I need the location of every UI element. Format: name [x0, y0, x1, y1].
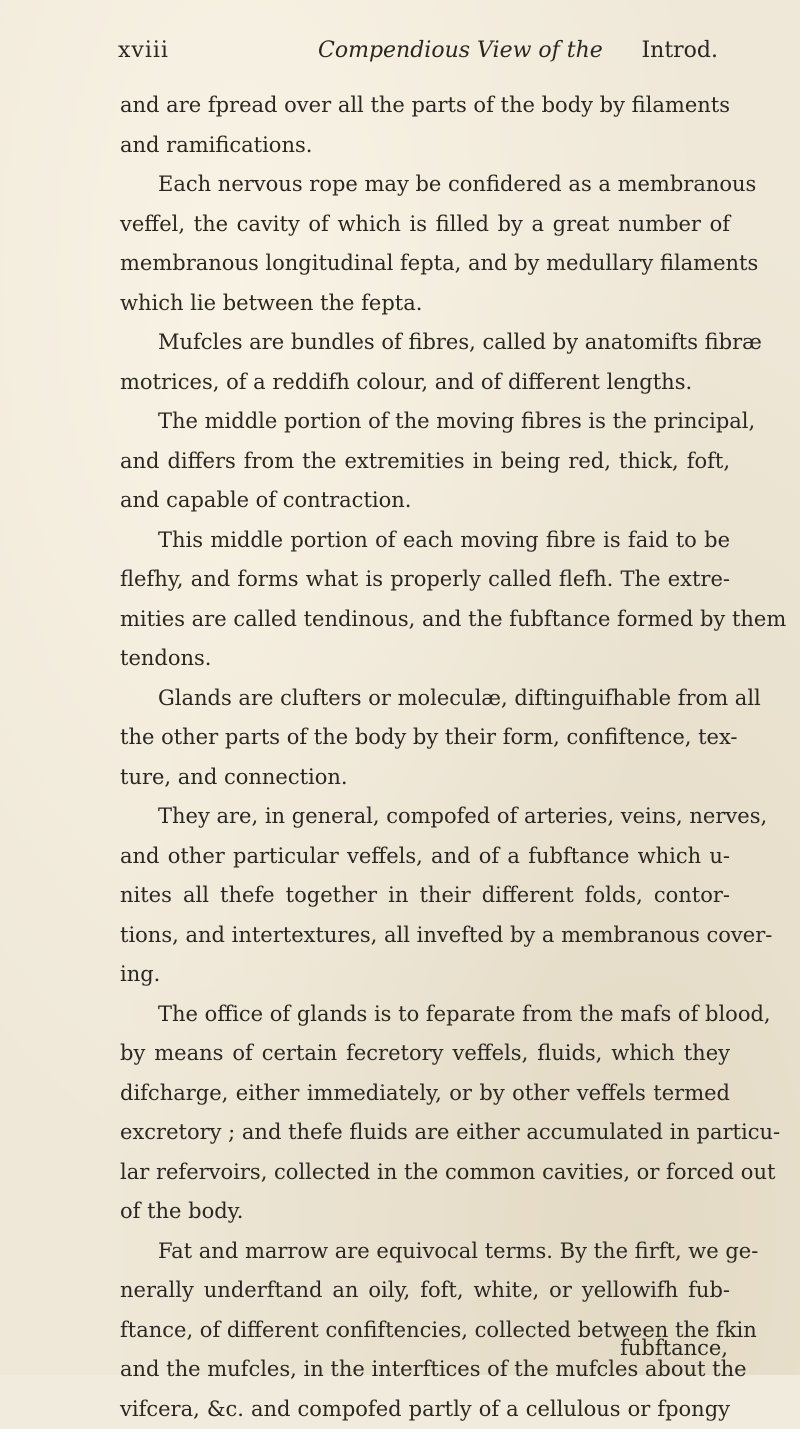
text-line: motrices, of a reddifh colour, and of different lengths.	[120, 363, 730, 403]
catchword: fubftance,	[620, 1336, 728, 1360]
text-line: Each nervous rope may be confidered as a membranous	[120, 165, 730, 205]
text-line: tendons.	[120, 639, 730, 679]
text-line: by means of certain fecretory veffels, fluids, which they	[120, 1034, 730, 1074]
body-text	[120, 86, 730, 1429]
text-line: and capable of contraction.	[120, 481, 730, 521]
running-title: Compendious View of the	[318, 38, 603, 63]
text-line: membranous longitudinal fepta, and by medullary filaments	[120, 244, 730, 284]
text-line: which lie between the fepta.	[120, 284, 730, 324]
section-label: Introd.	[641, 38, 718, 63]
text-line: mities are called tendinous, and the fubftance formed by them	[120, 600, 730, 640]
text-line: excretory ; and thefe fluids are either accumulated in particu-	[120, 1113, 730, 1153]
text-line: ing.	[120, 955, 730, 995]
text-line: the other parts of the body by their form, confiftence, tex-	[120, 718, 730, 758]
text-line: tions, and intertextures, all invefted by a membranous cover-	[120, 916, 730, 956]
text-line: Fat and marrow are equivocal terms. By the firft, we ge-	[120, 1232, 730, 1272]
text-line: nerally underftand an oily, foft, white, or yellowifh fub-	[120, 1271, 730, 1311]
page-number: xviii	[118, 38, 169, 63]
running-header	[118, 38, 718, 78]
text-line: difcharge, either immediately, or by other veffels termed	[120, 1074, 730, 1114]
text-line: ftance, of different confiftencies, collected between the fkin	[120, 1311, 730, 1351]
text-line: veffel, the cavity of which is filled by a great number of	[120, 205, 730, 245]
text-line: Glands are clufters or moleculæ, diftinguifhable from all	[120, 679, 730, 719]
text-line: This middle portion of each moving fibre is faid to be	[120, 521, 730, 561]
text-line: flefhy, and forms what is properly called flefh. The extre-	[120, 560, 730, 600]
text-line: and ramifications.	[120, 126, 730, 166]
text-line: ture, and connection.	[120, 758, 730, 798]
text-line: lar refervoirs, collected in the common cavities, or forced out	[120, 1153, 730, 1193]
text-line: and the mufcles, in the interftices of the mufcles about the	[120, 1350, 730, 1390]
text-line: and other particular veffels, and of a fubftance which u-	[120, 837, 730, 877]
text-line: Mufcles are bundles of fibres, called by anatomifts fibræ	[120, 323, 730, 363]
text-line: They are, in general, compofed of arteries, veins, nerves,	[120, 797, 730, 837]
text-line: and are fpread over all the parts of the body by filaments	[120, 86, 730, 126]
text-line: The office of glands is to feparate from the mafs of blood,	[120, 995, 730, 1035]
text-line: The middle portion of the moving fibres is the principal,	[120, 402, 730, 442]
text-line: and differs from the extremities in being red, thick, foft,	[120, 442, 730, 482]
text-line: nites all thefe together in their different folds, contor-	[120, 876, 730, 916]
text-line: of the body.	[120, 1192, 730, 1232]
text-line: vifcera, &c. and compofed partly of a cellulous or fpongy	[120, 1390, 730, 1429]
